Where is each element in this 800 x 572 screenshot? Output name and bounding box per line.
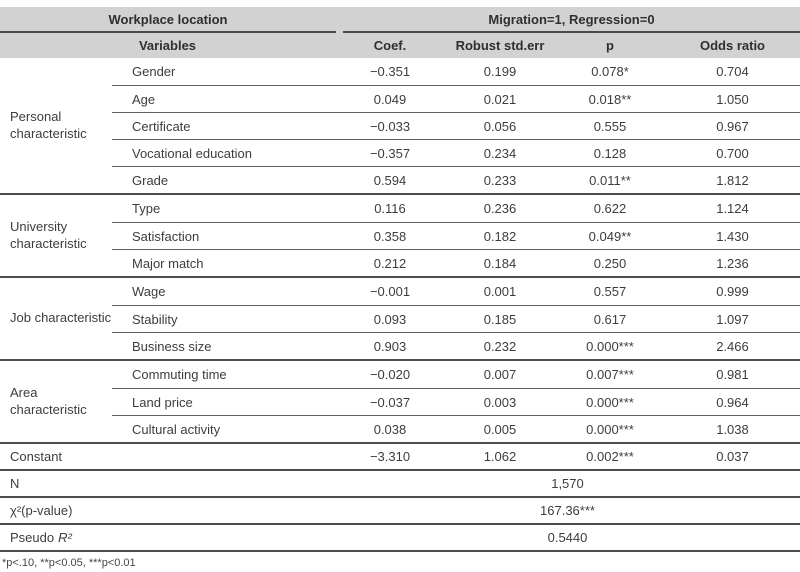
table-row (112, 415, 800, 442)
p-value: 0.011** (589, 172, 631, 188)
odds-ratio-value: 1.050 (716, 91, 749, 107)
table-header (0, 7, 800, 58)
variable-name: Major match (132, 255, 204, 271)
table-row (112, 58, 800, 85)
header-row-titles (0, 7, 800, 33)
column-header-odds-ratio: Odds ratio (699, 38, 765, 53)
std-err-value: 0.007 (483, 367, 517, 382)
group-rows (112, 58, 800, 193)
variable-name: Land price (132, 394, 193, 410)
coef-value: 0.903 (373, 338, 407, 354)
stat-symbol: R² (58, 530, 72, 545)
std-err-value: 0.236 (483, 201, 517, 216)
variable-name: Age (132, 91, 156, 107)
p-value: 0.250 (593, 255, 627, 271)
table-row (112, 361, 800, 388)
odds-ratio-value: 0.964 (716, 394, 749, 410)
p-value: 0.000*** (586, 338, 634, 354)
coef-value: 0.358 (373, 228, 407, 244)
constant-row (0, 442, 800, 471)
coef-value: −0.001 (369, 284, 411, 299)
std-err-value: 0.182 (483, 228, 517, 244)
coef-value: 0.212 (373, 255, 407, 271)
column-header-robust-std-err: Robust std.err (455, 38, 545, 53)
header-migration-regression: Migration=1, Regression=0 (343, 7, 800, 33)
group-university-characteristic (0, 193, 800, 276)
header-border-gap (336, 7, 343, 33)
variable-name: Certificate (132, 118, 191, 134)
odds-ratio-value: 0.999 (716, 284, 749, 299)
std-err-value: 0.005 (483, 421, 517, 437)
std-err-value: 0.001 (483, 284, 517, 299)
odds-ratio-value: 1.038 (716, 421, 749, 437)
table-row (112, 85, 800, 112)
variable-name: Commuting time (132, 367, 227, 382)
odds-ratio-value: 0.981 (716, 367, 749, 382)
p-value: 0.002*** (586, 449, 634, 464)
p-value: 0.555 (593, 118, 627, 134)
std-err-value: 0.199 (483, 64, 517, 79)
group-label: Area characteristic (10, 385, 87, 417)
group-label: Job characteristic (10, 310, 112, 326)
table-row (112, 388, 800, 415)
coef-value: −0.037 (369, 394, 411, 410)
p-value: 0.078* (591, 64, 629, 79)
variable-name: Wage (132, 284, 166, 299)
odds-ratio-value: 1.097 (716, 311, 749, 327)
odds-ratio-value: 1.124 (716, 201, 749, 216)
p-value: 0.622 (593, 201, 627, 216)
variable-name: Business size (132, 338, 212, 354)
table-row (112, 332, 800, 359)
coef-value: −0.357 (369, 145, 411, 161)
column-header-variables: Variables (138, 38, 197, 53)
group-personal-characteristic (0, 58, 800, 193)
variable-name: Stability (132, 311, 178, 327)
table-row (112, 166, 800, 193)
coef-value: 0.049 (373, 91, 407, 107)
std-err-value: 0.234 (483, 145, 517, 161)
column-header-p: p (606, 38, 614, 53)
std-err-value: 0.003 (483, 394, 517, 410)
odds-ratio-value: 1.812 (716, 172, 749, 188)
table-row (112, 305, 800, 332)
p-value: 0.049** (588, 228, 632, 244)
p-value: 0.007*** (586, 367, 634, 382)
odds-ratio-value: 1.236 (716, 255, 749, 271)
p-value: 0.000*** (586, 394, 634, 410)
header-row-columns (0, 33, 800, 58)
odds-ratio-value: 2.466 (716, 338, 749, 354)
stat-value: 1,570 (551, 476, 584, 491)
stat-row-n (0, 471, 800, 498)
group-rows (112, 195, 800, 276)
table-row (112, 249, 800, 276)
group-rows (112, 278, 800, 359)
odds-ratio-value: 0.704 (716, 64, 749, 79)
coef-value: −0.351 (369, 64, 411, 79)
coef-value: 0.116 (374, 201, 406, 216)
p-value: 0.128 (593, 145, 627, 161)
coef-value: 0.038 (373, 421, 407, 437)
variable-name: Cultural activity (132, 421, 221, 437)
variable-name: Satisfaction (132, 228, 200, 244)
stat-value: 0.5440 (547, 530, 588, 545)
std-err-value: 0.184 (483, 255, 517, 271)
group-label: University characteristic (10, 219, 87, 251)
variable-name: Gender (132, 64, 176, 79)
std-err-value: 0.185 (483, 311, 517, 327)
stat-label: χ²(p-value) (10, 503, 73, 518)
std-err-value: 1.062 (483, 449, 517, 464)
table-row (112, 278, 800, 305)
coef-value: −3.310 (369, 449, 411, 464)
stat-label: N (10, 476, 20, 491)
stat-label: Pseudo (10, 530, 55, 545)
variable-name: Type (132, 201, 161, 216)
table-row (112, 112, 800, 139)
table-row (112, 195, 800, 222)
column-header-coef: Coef. (373, 38, 407, 53)
coef-value: 0.594 (373, 172, 407, 188)
variable-name: Vocational education (132, 145, 252, 161)
table-row (112, 222, 800, 249)
significance-footnote: *p<.10, **p<0.05, ***p<0.01 (2, 557, 136, 569)
header-workplace-location: Workplace location (0, 7, 336, 33)
std-err-value: 0.233 (483, 172, 517, 188)
variable-name: Grade (132, 172, 169, 188)
group-area-characteristic (0, 359, 800, 442)
constant-label: Constant (10, 449, 63, 464)
odds-ratio-value: 0.700 (716, 145, 749, 161)
p-value: 0.617 (593, 311, 627, 327)
table-row (112, 139, 800, 166)
stat-value: 167.36*** (540, 503, 595, 518)
coef-value: −0.020 (369, 367, 411, 382)
std-err-value: 0.056 (483, 118, 517, 134)
group-job-characteristic (0, 276, 800, 359)
stat-row-chi-square (0, 498, 800, 525)
group-label: Personal characteristic (10, 109, 87, 141)
odds-ratio-value: 0.967 (716, 118, 749, 134)
p-value: 0.557 (593, 284, 627, 299)
std-err-value: 0.021 (483, 91, 517, 107)
p-value: 0.000*** (586, 421, 634, 437)
coef-value: −0.033 (369, 118, 411, 134)
p-value: 0.018** (588, 91, 632, 107)
odds-ratio-value: 0.037 (716, 449, 749, 464)
group-rows (112, 361, 800, 442)
regression-table (0, 7, 800, 569)
coef-value: 0.093 (373, 311, 407, 327)
stat-row-pseudo-r2 (0, 525, 800, 552)
std-err-value: 0.232 (483, 338, 517, 354)
odds-ratio-value: 1.430 (716, 228, 749, 244)
